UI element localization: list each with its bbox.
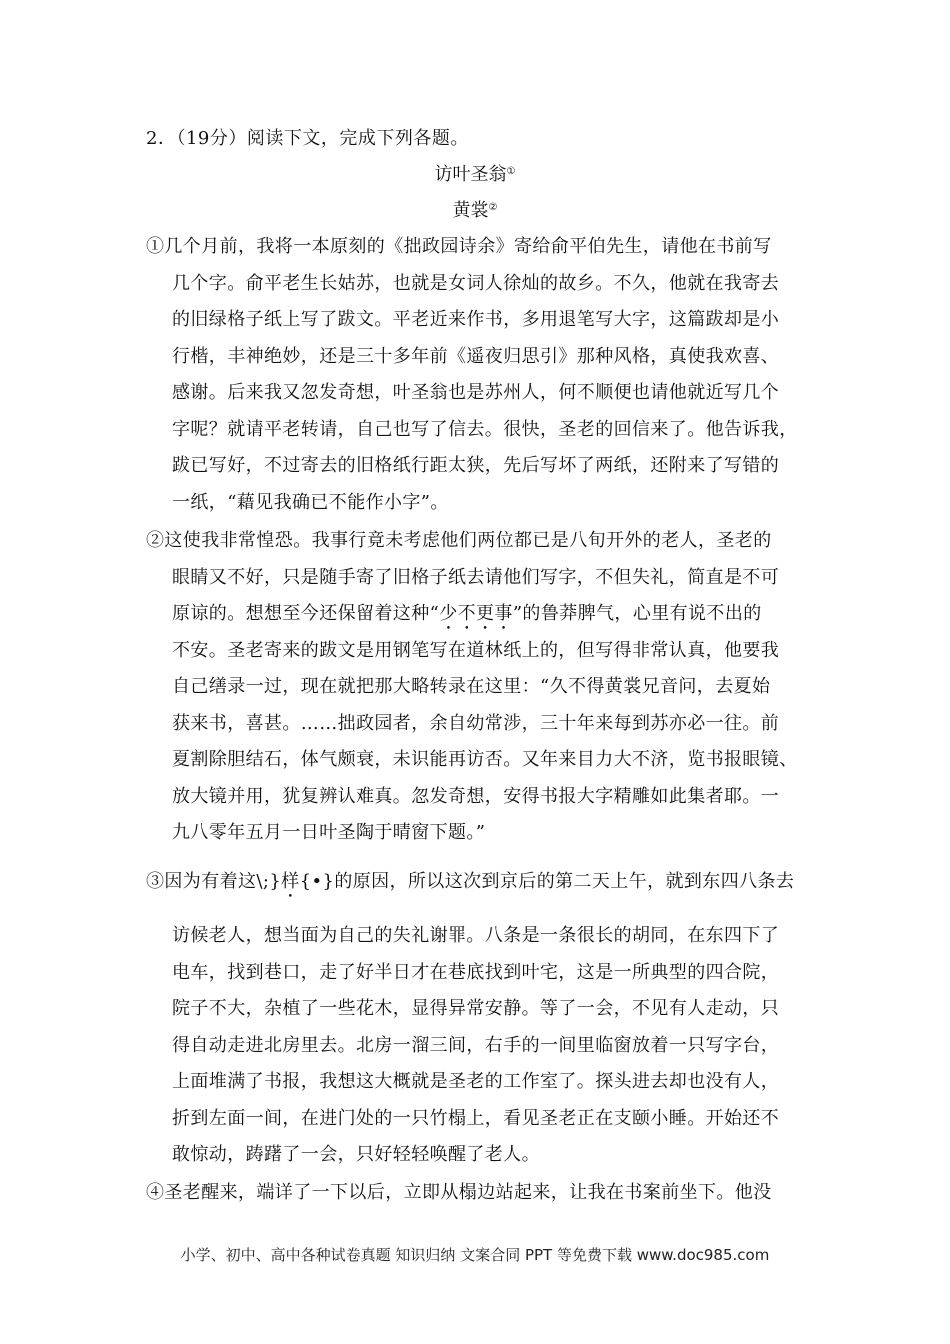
paragraph-line: 获来书，喜甚。……拙政园者，余自幼常涉，三十年来每到苏亦必一往。前	[172, 712, 780, 734]
paragraph-2	[146, 523, 826, 852]
question-heading: 2．（19分）阅读下文，完成下列各题。	[146, 128, 469, 149]
paragraph-4	[146, 1175, 826, 1212]
paragraph-line: 眼睛又不好，只是随手寄了旧格子纸去请他们写字，不但失礼，简直是不可	[172, 566, 780, 588]
page-footer: 小学、初中、高中各种试卷真题 知识归纳 文案合同 PPT 等免费下载 www.doc985.com	[180, 1246, 770, 1264]
paragraph-line: 字呢？就请平老转请，自己也写了信去。很快，圣老的回信来了。他告诉我，	[172, 418, 798, 440]
paragraph-line: 电车，找到巷口，走了好半日才在巷底找到叶宅，这是一所典型的四合院，	[172, 961, 780, 983]
paragraph-line: 自己缮录一过，现在就把那大略转录在这里：“久不得黄裳兄音问，去夏始	[172, 676, 771, 697]
paragraph-line: 行楷，丰神绝妙，还是三十多年前《遥夜归思引》那种风格，真使我欢喜、	[172, 345, 780, 367]
line-segment: ”的鲁莽脾气，心里有说不出的	[512, 603, 762, 624]
paragraph-line: 折到左面一间，在进门处的一只竹榻上，看见圣老正在支颐小睡。开始还不	[172, 1107, 780, 1129]
line-segment: 原谅的。想想至今还保留着这种“	[172, 603, 440, 624]
article-author	[0, 196, 950, 222]
paragraph-line: 得自动走进北房里去。北房一溜三间，右手的一间里临窗放着一只写字台，	[172, 1034, 780, 1056]
paragraph-line: 敢惊动，踌躇了一会，只好轻轻唤醒了老人。	[172, 1144, 540, 1165]
paragraph-3	[146, 918, 826, 1174]
paragraph-line: 的旧绿格子纸上写了跋文。平老近来作书，多用退笔写大字，这篇跋却是小	[172, 309, 780, 330]
paragraph-line: 夏割除胆结石，体气颇衰，未识能再访否。又年来目力大不济，览书报眼镜、	[172, 749, 798, 770]
paragraph-line: 院子不大，杂植了一些花木，显得异常安静。等了一会，不见有人走动，只	[172, 998, 780, 1019]
paragraph-line: 几个字。俞平老生长姑苏，也就是女词人徐灿的故乡。不久，他就在我寄去	[172, 272, 780, 294]
paragraph-line: 上面堆满了书报，我想这大概就是圣老的工作室了。探头进去却也没有人，	[172, 1071, 780, 1092]
paragraph-line: 不安。圣老寄来的跋文是用钢笔写在道林纸上的，但写得非常认真，他要我	[172, 639, 780, 661]
emphasized-phrase: \;}样{•}	[256, 871, 335, 892]
paragraph-line: ④圣老醒来，端详了一下以后，立即从榻边站起来，让我在书案前坐下。他没	[146, 1182, 772, 1203]
paragraph-line: 九八零年五月一日叶圣陶于晴窗下题。”	[172, 822, 486, 843]
article-title-text: 访叶圣翁	[434, 164, 507, 185]
article-author-text: 黄裳	[452, 200, 489, 221]
paragraph-line: 放大镜并用，犹复辨认难真。忽发奇想，安得书报大字精雕如此集者耶。一	[172, 785, 780, 807]
paragraph-line: 感谢。后来我又忽发奇想，叶圣翁也是苏州人，何不顺便也请他就近写几个	[172, 382, 780, 403]
author-footnote-mark: ②	[488, 202, 498, 213]
paragraph-line: 跋已写好，不过寄去的旧格纸行距太狭，先后写坏了两纸，还附来了写错的	[172, 455, 780, 476]
article-title	[0, 160, 950, 186]
paragraph-line: 一纸，“藉见我确已不能作小字”。	[172, 491, 449, 513]
paragraph-3-first-line	[146, 864, 826, 901]
paragraph-line: 访候老人，想当面为自己的失礼谢罪。八条是一条很长的胡同，在东四下了	[172, 925, 780, 946]
paragraph-line: ②这使我非常惶恐。我事行竟未考虑他们两位都已是八旬开外的老人，圣老的	[146, 530, 772, 551]
paragraph-line	[146, 864, 826, 901]
line-segment: ③因为有着这	[146, 871, 257, 892]
emphasized-phrase: 少不更事	[439, 603, 513, 624]
paragraph-line: ①几个月前，我将一本原刻的《拙政园诗余》寄给俞平伯先生，请他在书前写	[146, 236, 772, 257]
line-segment: 的原因，所以这次到京后的第二天上午，就到东四八条去	[334, 871, 795, 892]
title-footnote-mark: ①	[506, 166, 516, 177]
paragraph-line	[146, 596, 826, 633]
paragraph-1	[146, 229, 826, 521]
